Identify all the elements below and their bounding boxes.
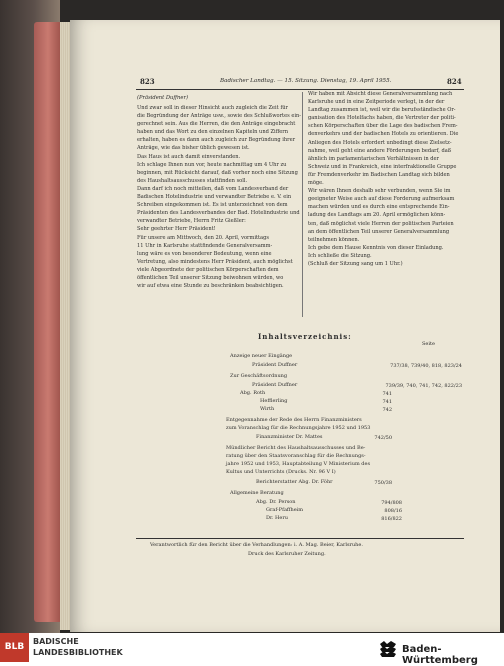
contents-entry: ratung über den Staatsvoranschlag für die Rechnungs- (226, 453, 366, 459)
column-divider (302, 92, 303, 317)
contents-page: 794/808 (381, 500, 402, 506)
contents-page: 808/16 (384, 508, 402, 514)
contents-entry: Allgemeine Beratung (230, 490, 284, 496)
contents-entry: Anzeige neuer Eingänge (230, 353, 293, 359)
left-page-number: 823 (140, 77, 155, 86)
contents-page: 739/39, 740, 741, 742, 822/23 (385, 383, 462, 389)
contents-page: 750/38 (374, 480, 392, 486)
contents-entry: Präsident Duffner (252, 382, 298, 388)
contents-entry: Entgegennahme der Rede des Herrn Finanzministers (226, 417, 362, 423)
right-column-text: Wir haben mit Absicht diese Generalversammlung nach Karlsruhe und in eine Zeitperiode verlegt, in der der Landtag zusammen ist, weil wir die berufsständische Or- ganisation des Hotelfachs haben, die Vertreter der politi- schen Körperschaften über die Lage des badischen Frem- denverkehrs und der badischen Hotels zu orientieren. Die Anliegen des Hotels erfordert unbedingt diese Zielsetz- nahme, weil geht eine andere Förderungen bedarf, daß ähnlich im parlamentarischen Verhältnissen in der Schweiz und in Frankreich, eine interfraktionelle Gruppe für Fremdenverkehr im Badischen Landtag sich bilden möge. Wir wären Ihnen deshalb sehr verbunden, wenn Sie im geeigneter Weise auch auf diese Forderung aufmerksam machen würden und es durch eine entsprechende Ein- ladung des Landtags am 20. April ermöglichen könn- ten, daß möglichst viele Herren der politischen Parteien an dem öffentlichen Teil unserer Generalversammlung teilnehmen können. Ich gebe dem Hause Kenntnis von dieser Einladung. Ich schließe die Sitzung. (Schluß der Sitzung sang um 1 Uhr.) (308, 91, 459, 267)
contents-entry: Wirth (260, 406, 275, 412)
contents-entry: jahre 1952 und 1953, Hauptabteilung V Ministerium des (226, 461, 371, 467)
footer-rule (136, 538, 464, 539)
contents-page: 741 (382, 391, 392, 397)
contents-page: 742 (382, 407, 392, 413)
speaker-label: (Präsident Duffner) (137, 95, 188, 101)
contents-entry: Finanzminister Dr. Mattes (256, 434, 323, 440)
contents-title: Inhaltsverzeichnis: (258, 332, 352, 341)
contents-entry: Präsident Duffner (252, 362, 298, 368)
blb-logo: BLB (0, 633, 29, 662)
contents-page: 737/38, 739/40, 818, 823/24 (390, 363, 462, 369)
contents-page-header: Seite (422, 341, 435, 347)
baden-wuerttemberg-lions-icon (378, 638, 398, 658)
contents-entry: Hefflerling (260, 398, 288, 404)
contents-entry: zum Voranschlag für die Rechnungsjahre 1952 und 1953 (226, 425, 371, 431)
book-page (70, 20, 500, 632)
contents-page: 741 (382, 399, 392, 405)
running-head: Badischer Landtag. — 15. Sitzung. Dienstag, 19. April 1955. (220, 78, 392, 84)
contents-page: 742/50 (374, 435, 392, 441)
contents-page: 816/822 (381, 516, 402, 522)
contents-entry: Mündlicher Bericht des Haushaltsausschusses und Be- (226, 445, 366, 451)
contents-entry: Abg. Dr. Person (256, 499, 296, 505)
contents-entry: Dr. Heru (266, 515, 288, 521)
responsible-line: Verantwortlich für den Bericht über die Verhandlungen: i. A. Mag. Beier, Karlsruhe. (150, 542, 363, 548)
printer-line: Druck des Karlsruher Zeitung. (248, 551, 326, 557)
page-leaves (60, 22, 70, 630)
contents-entry: Berichterstatter Abg. Dr. Föhr (256, 479, 333, 485)
library-name-line2: LANDESBIBLIOTHEK (33, 648, 123, 657)
left-column-text: Und zwar soll in dieser Hinsicht auch zugleich die Zeit für die Begründung der Anträge usw., sowie des Schlußwortes ein- gerechnet sein. Aus die Herren, die den Anträge eingebracht haben und das Wort zu den einzelnen Kapiteln und Ziffern erhalten, haben es dann auch zugleich zur Begründung ihrer Anträge, wie das bisher üblich gewesen ist. Das Haus ist auch damit einverstanden. Ich schlage Ihnen nun vor, heute nachmittag um 4 Uhr zu beginnen, mit Rücksicht darauf, daß vorher noch eine Sitzung des Haushaltsausschusses stattfinden soll. Dann darf ich noch mitteilen, daß vom Landesverband der Badischen Hotelindustrie und verwandter Betriebe e. V. ein Schreiben eingekommen ist. Es ist unterzeichnet von dem Präsidenten des Landesverbandes der Bad. Hotelindustrie und verwandter Betriebe, Herrn Fritz Gießler: Sehr geehrter Herr Präsident! Für unsere am Mittwoch, den 20. April, vormittags 11 Uhr in Karlsruhe stattfindende Generalversamm- lung wäre es von besonderer Bedeutung, wenn eine Vertretung, also mindestens Herr Präsident, auch möglichst viele Abgeordnete der politischen Körperschaften dem öffentlichen Teil unserer Sitzung beiwohnen würden, wo wir auf etwa eine Stunde zu beschränken beabsichtigen. (137, 105, 301, 290)
book-spine-ribbon (34, 22, 62, 622)
contents-entry: Abg. Roth (240, 390, 266, 396)
contents-entry: Kultus und Unterrichts (Drucks. Nr. 96 V I) (226, 469, 336, 475)
state-name: Baden-Württemberg (402, 644, 478, 666)
library-name-line1: BADISCHE (33, 637, 79, 646)
right-page-number: 824 (447, 77, 462, 86)
contents-entry: Graf-Pfaffheim (266, 507, 303, 513)
contents-entry: Zur Geschäftsordnung (230, 373, 288, 379)
